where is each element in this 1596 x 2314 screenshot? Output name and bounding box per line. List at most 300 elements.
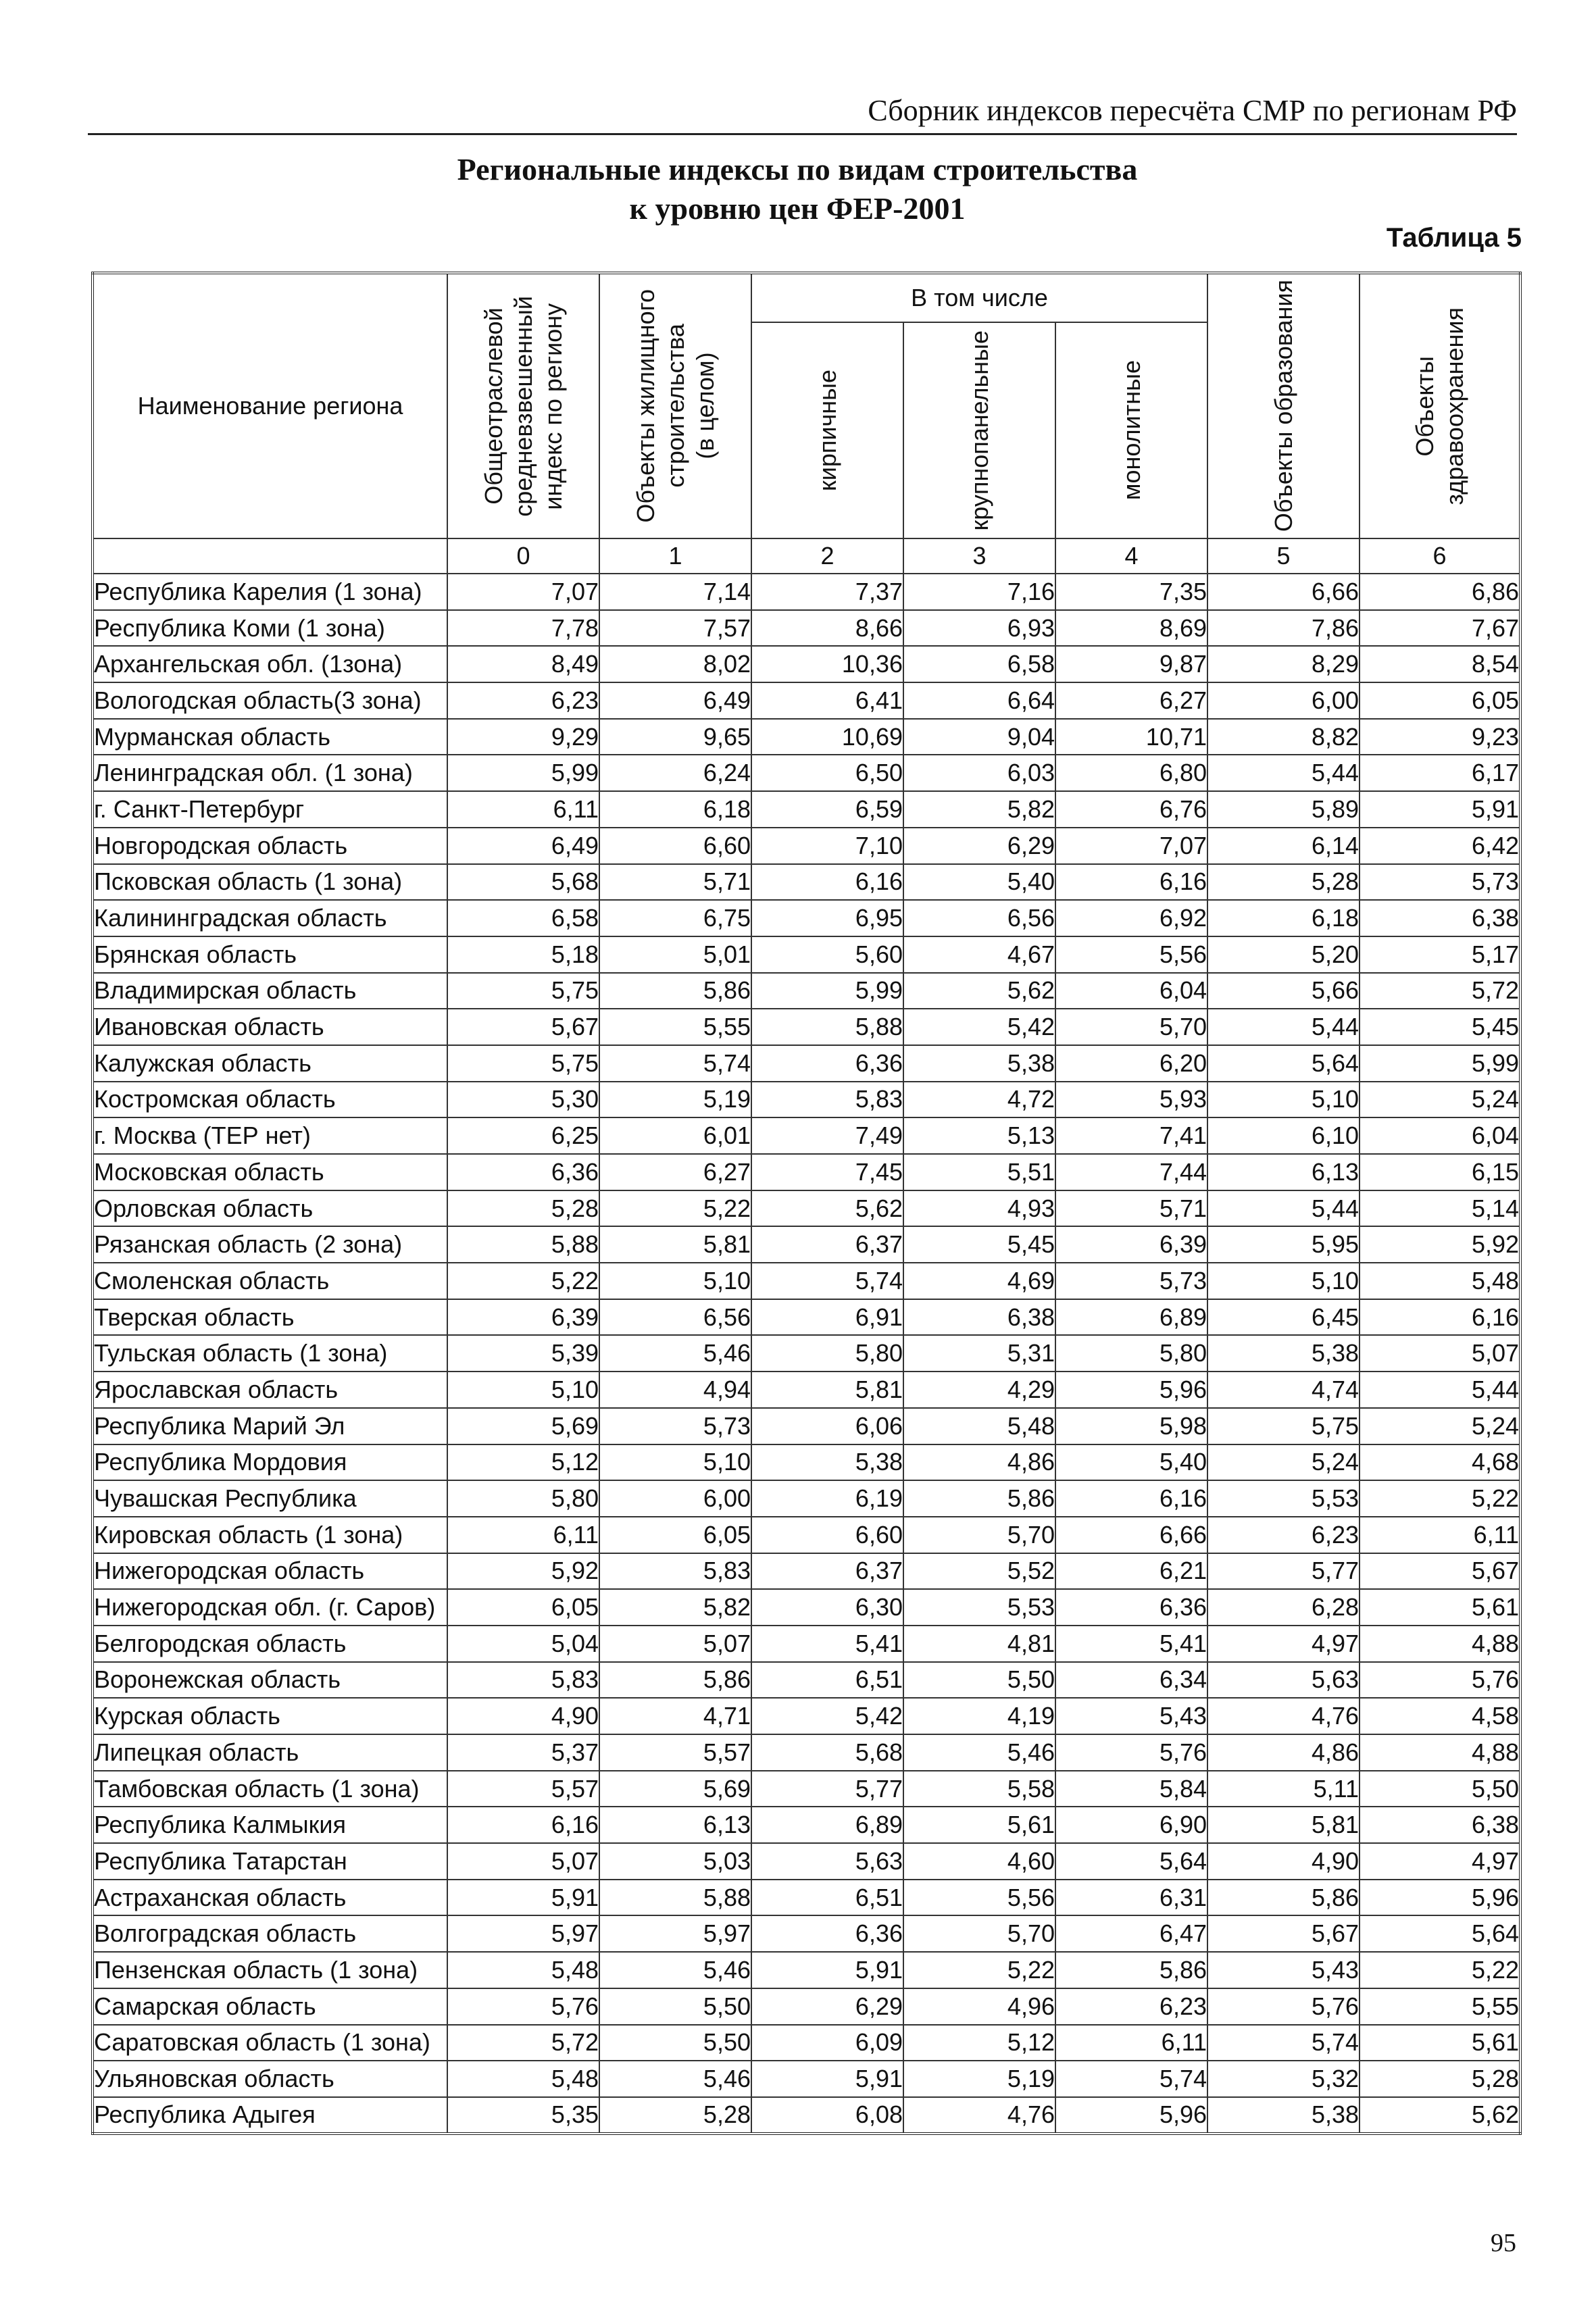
region-name-cell: Самарская область bbox=[93, 1988, 447, 2025]
index-value-cell: 4,97 bbox=[1207, 1626, 1360, 1662]
index-value-cell: 6,13 bbox=[599, 1807, 751, 1843]
index-value-cell: 5,46 bbox=[599, 1335, 751, 1372]
index-value-cell: 5,42 bbox=[751, 1698, 903, 1734]
table-row bbox=[93, 1807, 1520, 1843]
index-value-cell: 5,45 bbox=[903, 1226, 1055, 1263]
index-value-cell: 5,86 bbox=[1055, 1952, 1207, 1988]
region-name-cell: Республика Мордовия bbox=[93, 1444, 447, 1481]
region-name-cell: Ленинградская обл. (1 зона) bbox=[93, 755, 447, 791]
index-value-cell: 5,70 bbox=[903, 1517, 1055, 1553]
table-label: Таблица 5 bbox=[1386, 223, 1522, 253]
index-value-cell: 6,47 bbox=[1055, 1915, 1207, 1952]
index-value-cell: 5,10 bbox=[599, 1263, 751, 1299]
index-value-cell: 9,23 bbox=[1360, 719, 1520, 755]
index-value-cell: 8,82 bbox=[1207, 719, 1360, 755]
table-row bbox=[93, 1626, 1520, 1662]
index-value-cell: 4,29 bbox=[903, 1372, 1055, 1408]
table-row bbox=[93, 1734, 1520, 1771]
index-value-cell: 4,86 bbox=[903, 1444, 1055, 1481]
index-value-cell: 5,22 bbox=[447, 1263, 599, 1299]
index-value-cell: 5,38 bbox=[903, 1045, 1055, 1082]
table-row bbox=[93, 1190, 1520, 1227]
index-value-cell: 4,76 bbox=[1207, 1698, 1360, 1734]
index-value-cell: 9,65 bbox=[599, 719, 751, 755]
region-name-cell: Тульская область (1 зона) bbox=[93, 1335, 447, 1372]
index-value-cell: 5,73 bbox=[1360, 864, 1520, 901]
index-value-cell: 6,37 bbox=[751, 1226, 903, 1263]
index-value-cell: 6,10 bbox=[1207, 1117, 1360, 1154]
index-value-cell: 5,45 bbox=[1360, 1009, 1520, 1045]
index-value-cell: 5,68 bbox=[447, 864, 599, 901]
index-value-cell: 6,86 bbox=[1360, 574, 1520, 610]
index-value-cell: 6,75 bbox=[599, 900, 751, 936]
index-value-cell: 5,41 bbox=[751, 1626, 903, 1662]
index-value-cell: 5,83 bbox=[447, 1662, 599, 1699]
index-value-cell: 5,92 bbox=[447, 1553, 599, 1590]
index-value-cell: 8,02 bbox=[599, 646, 751, 682]
index-value-cell: 8,49 bbox=[447, 646, 599, 682]
table-row bbox=[93, 900, 1520, 936]
index-value-cell: 6,16 bbox=[1055, 864, 1207, 901]
index-value-cell: 6,23 bbox=[1055, 1988, 1207, 2025]
index-value-cell: 5,12 bbox=[903, 2025, 1055, 2061]
index-value-cell: 5,64 bbox=[1360, 1915, 1520, 1952]
education-header: Объекты образования bbox=[1207, 273, 1360, 538]
index-value-cell: 5,84 bbox=[1055, 1771, 1207, 1807]
index-value-cell: 4,19 bbox=[903, 1698, 1055, 1734]
region-name-cell: г. Санкт-Петербург bbox=[93, 791, 447, 828]
index-value-cell: 7,67 bbox=[1360, 610, 1520, 647]
index-value-cell: 5,43 bbox=[1055, 1698, 1207, 1734]
index-value-cell: 9,04 bbox=[903, 719, 1055, 755]
region-name-cell: Ярославская область bbox=[93, 1372, 447, 1408]
index-value-cell: 7,16 bbox=[903, 574, 1055, 610]
index-value-cell: 6,76 bbox=[1055, 791, 1207, 828]
index-value-cell: 5,93 bbox=[1055, 1082, 1207, 1118]
index-value-cell: 6,19 bbox=[751, 1480, 903, 1517]
table-row bbox=[93, 1045, 1520, 1082]
index-value-cell: 5,40 bbox=[1055, 1444, 1207, 1481]
index-value-cell: 6,30 bbox=[751, 1589, 903, 1626]
index-value-cell: 6,16 bbox=[751, 864, 903, 901]
index-value-cell: 5,76 bbox=[1360, 1662, 1520, 1699]
index-value-cell: 6,50 bbox=[751, 755, 903, 791]
index-value-cell: 5,19 bbox=[903, 2061, 1055, 2097]
index-value-cell: 9,29 bbox=[447, 719, 599, 755]
index-value-cell: 5,28 bbox=[447, 1190, 599, 1227]
index-value-cell: 5,80 bbox=[751, 1335, 903, 1372]
column-number: 6 bbox=[1360, 538, 1520, 574]
index-value-cell: 5,10 bbox=[1207, 1082, 1360, 1118]
index-value-cell: 6,38 bbox=[903, 1299, 1055, 1336]
index-value-cell: 5,52 bbox=[903, 1553, 1055, 1590]
index-value-cell: 7,57 bbox=[599, 610, 751, 647]
index-value-cell: 4,90 bbox=[1207, 1843, 1360, 1880]
index-value-cell: 5,46 bbox=[599, 2061, 751, 2097]
index-value-cell: 6,06 bbox=[751, 1408, 903, 1444]
index-value-cell: 6,11 bbox=[447, 791, 599, 828]
index-value-cell: 6,27 bbox=[1055, 682, 1207, 719]
region-name-cell: Ульяновская область bbox=[93, 2061, 447, 2097]
table-row bbox=[93, 719, 1520, 755]
index-value-cell: 5,86 bbox=[903, 1480, 1055, 1517]
index-value-cell: 6,05 bbox=[447, 1589, 599, 1626]
index-value-cell: 5,07 bbox=[447, 1843, 599, 1880]
index-value-cell: 5,82 bbox=[903, 791, 1055, 828]
index-value-cell: 6,03 bbox=[903, 755, 1055, 791]
index-value-cell: 6,36 bbox=[751, 1045, 903, 1082]
column-number-blank bbox=[93, 538, 447, 574]
index-value-cell: 6,36 bbox=[1055, 1589, 1207, 1626]
index-value-cell: 6,90 bbox=[1055, 1807, 1207, 1843]
index-value-cell: 5,77 bbox=[751, 1771, 903, 1807]
index-value-cell: 5,95 bbox=[1207, 1226, 1360, 1263]
index-value-cell: 4,97 bbox=[1360, 1843, 1520, 1880]
table-row bbox=[93, 864, 1520, 901]
index-value-cell: 5,62 bbox=[1360, 2097, 1520, 2134]
index-value-cell: 4,81 bbox=[903, 1626, 1055, 1662]
column-number: 2 bbox=[751, 538, 903, 574]
index-value-cell: 5,69 bbox=[599, 1771, 751, 1807]
table-row bbox=[93, 1372, 1520, 1408]
index-value-cell: 5,61 bbox=[1360, 1589, 1520, 1626]
region-name-cell: Кировская область (1 зона) bbox=[93, 1517, 447, 1553]
index-value-cell: 5,71 bbox=[1055, 1190, 1207, 1227]
index-value-cell: 8,54 bbox=[1360, 646, 1520, 682]
index-value-cell: 5,72 bbox=[1360, 973, 1520, 1009]
index-value-cell: 6,00 bbox=[599, 1480, 751, 1517]
index-value-cell: 5,22 bbox=[599, 1190, 751, 1227]
region-name-cell: Республика Марий Эл bbox=[93, 1408, 447, 1444]
index-value-cell: 5,73 bbox=[1055, 1263, 1207, 1299]
index-value-cell: 7,07 bbox=[1055, 828, 1207, 864]
region-name-cell: Смоленская область bbox=[93, 1263, 447, 1299]
index-value-cell: 5,81 bbox=[599, 1226, 751, 1263]
index-value-cell: 6,95 bbox=[751, 900, 903, 936]
index-value-cell: 8,66 bbox=[751, 610, 903, 647]
index-value-cell: 5,53 bbox=[903, 1589, 1055, 1626]
index-value-cell: 6,37 bbox=[751, 1553, 903, 1590]
table-row bbox=[93, 1263, 1520, 1299]
index-value-cell: 6,20 bbox=[1055, 1045, 1207, 1082]
index-value-cell: 5,83 bbox=[751, 1082, 903, 1118]
table-row bbox=[93, 1915, 1520, 1952]
region-name-cell: Владимирская область bbox=[93, 973, 447, 1009]
index-value-cell: 6,04 bbox=[1055, 973, 1207, 1009]
table-row bbox=[93, 936, 1520, 973]
index-value-cell: 6,25 bbox=[447, 1117, 599, 1154]
column-number-row bbox=[93, 538, 1520, 574]
index-value-cell: 6,13 bbox=[1207, 1154, 1360, 1190]
region-name-cell: Московская область bbox=[93, 1154, 447, 1190]
column-number: 0 bbox=[447, 538, 599, 574]
region-name-cell: Чувашская Республика bbox=[93, 1480, 447, 1517]
index-value-cell: 6,66 bbox=[1055, 1517, 1207, 1553]
index-value-cell: 6,11 bbox=[447, 1517, 599, 1553]
index-value-cell: 10,69 bbox=[751, 719, 903, 755]
region-name-cell: Новгородская область bbox=[93, 828, 447, 864]
index-value-cell: 5,74 bbox=[1207, 2025, 1360, 2061]
index-value-cell: 5,61 bbox=[903, 1807, 1055, 1843]
index-value-cell: 5,91 bbox=[751, 2061, 903, 2097]
index-value-cell: 5,75 bbox=[447, 1045, 599, 1082]
index-value-cell: 5,61 bbox=[1360, 2025, 1520, 2061]
index-value-cell: 5,76 bbox=[1055, 1734, 1207, 1771]
index-value-cell: 5,62 bbox=[903, 973, 1055, 1009]
index-value-cell: 5,53 bbox=[1207, 1480, 1360, 1517]
index-value-cell: 5,89 bbox=[1207, 791, 1360, 828]
index-value-cell: 6,92 bbox=[1055, 900, 1207, 936]
index-value-cell: 5,60 bbox=[751, 936, 903, 973]
table-row bbox=[93, 574, 1520, 610]
index-value-cell: 5,46 bbox=[903, 1734, 1055, 1771]
index-value-cell: 5,75 bbox=[447, 973, 599, 1009]
index-value-cell: 5,10 bbox=[599, 1444, 751, 1481]
index-value-cell: 5,37 bbox=[447, 1734, 599, 1771]
index-value-cell: 4,74 bbox=[1207, 1372, 1360, 1408]
index-value-cell: 6,51 bbox=[751, 1880, 903, 1916]
index-value-cell: 6,56 bbox=[903, 900, 1055, 936]
index-value-cell: 10,71 bbox=[1055, 719, 1207, 755]
table-row bbox=[93, 1154, 1520, 1190]
region-name-cell: Рязанская область (2 зона) bbox=[93, 1226, 447, 1263]
index-value-cell: 4,88 bbox=[1360, 1626, 1520, 1662]
region-name-cell: Саратовская область (1 зона) bbox=[93, 2025, 447, 2061]
table-row bbox=[93, 828, 1520, 864]
index-value-cell: 5,24 bbox=[1360, 1082, 1520, 1118]
index-value-cell: 6,05 bbox=[1360, 682, 1520, 719]
index-value-cell: 7,37 bbox=[751, 574, 903, 610]
index-value-cell: 6,29 bbox=[751, 1988, 903, 2025]
index-value-cell: 5,99 bbox=[447, 755, 599, 791]
index-value-cell: 6,31 bbox=[1055, 1880, 1207, 1916]
index-value-cell: 6,05 bbox=[599, 1517, 751, 1553]
index-value-cell: 5,73 bbox=[599, 1408, 751, 1444]
index-value-cell: 6,38 bbox=[1360, 1807, 1520, 1843]
region-name-cell: Калининградская область bbox=[93, 900, 447, 936]
index-value-cell: 6,08 bbox=[751, 2097, 903, 2134]
panel-header: крупнопанельные bbox=[903, 322, 1055, 538]
region-name-cell: Республика Коми (1 зона) bbox=[93, 610, 447, 647]
index-value-cell: 6,34 bbox=[1055, 1662, 1207, 1699]
index-value-cell: 5,88 bbox=[751, 1009, 903, 1045]
index-value-cell: 5,46 bbox=[599, 1952, 751, 1988]
index-value-cell: 4,96 bbox=[903, 1988, 1055, 2025]
index-value-cell: 5,10 bbox=[1207, 1263, 1360, 1299]
index-value-cell: 5,38 bbox=[1207, 2097, 1360, 2134]
index-value-cell: 5,48 bbox=[447, 2061, 599, 2097]
index-value-cell: 5,42 bbox=[903, 1009, 1055, 1045]
index-value-cell: 5,91 bbox=[447, 1880, 599, 1916]
index-value-cell: 4,90 bbox=[447, 1698, 599, 1734]
index-value-cell: 6,64 bbox=[903, 682, 1055, 719]
index-value-cell: 5,30 bbox=[447, 1082, 599, 1118]
region-name-cell: Волгоградская область bbox=[93, 1915, 447, 1952]
index-value-cell: 6,58 bbox=[903, 646, 1055, 682]
health-header: Объекты здравоохранения bbox=[1360, 273, 1520, 538]
table-row bbox=[93, 610, 1520, 647]
index-value-cell: 5,03 bbox=[599, 1843, 751, 1880]
index-value-cell: 5,44 bbox=[1207, 1190, 1360, 1227]
index-value-cell: 5,18 bbox=[447, 936, 599, 973]
region-name-cell: Калужская область bbox=[93, 1045, 447, 1082]
index-value-cell: 5,83 bbox=[599, 1553, 751, 1590]
index-value-cell: 5,91 bbox=[1360, 791, 1520, 828]
index-value-cell: 5,74 bbox=[1055, 2061, 1207, 2097]
index-value-cell: 5,17 bbox=[1360, 936, 1520, 973]
region-name-cell: Астраханская область bbox=[93, 1880, 447, 1916]
index-value-cell: 5,13 bbox=[903, 1117, 1055, 1154]
index-value-cell: 5,70 bbox=[1055, 1009, 1207, 1045]
index-value-cell: 6,16 bbox=[447, 1807, 599, 1843]
index-value-cell: 4,67 bbox=[903, 936, 1055, 973]
index-value-cell: 6,89 bbox=[1055, 1299, 1207, 1336]
index-value-cell: 7,07 bbox=[447, 574, 599, 610]
index-value-cell: 6,16 bbox=[1360, 1299, 1520, 1336]
index-value-cell: 5,38 bbox=[1207, 1335, 1360, 1372]
index-value-cell: 5,97 bbox=[599, 1915, 751, 1952]
index-value-cell: 5,64 bbox=[1055, 1843, 1207, 1880]
region-name-cell: Вологодская область(3 зона) bbox=[93, 682, 447, 719]
index-value-cell: 6,17 bbox=[1360, 755, 1520, 791]
region-name-cell: Нижегородская обл. (г. Саров) bbox=[93, 1589, 447, 1626]
index-value-cell: 5,80 bbox=[1055, 1335, 1207, 1372]
index-value-cell: 5,91 bbox=[751, 1952, 903, 1988]
index-value-cell: 4,72 bbox=[903, 1082, 1055, 1118]
index-value-cell: 6,41 bbox=[751, 682, 903, 719]
index-value-cell: 4,76 bbox=[903, 2097, 1055, 2134]
column-number: 1 bbox=[599, 538, 751, 574]
index-value-cell: 6,38 bbox=[1360, 900, 1520, 936]
region-name-cell: Орловская область bbox=[93, 1190, 447, 1227]
index-value-cell: 5,55 bbox=[599, 1009, 751, 1045]
index-value-cell: 6,01 bbox=[599, 1117, 751, 1154]
index-value-cell: 5,67 bbox=[1207, 1915, 1360, 1952]
index-value-cell: 5,72 bbox=[447, 2025, 599, 2061]
region-name-cell: Республика Татарстан bbox=[93, 1843, 447, 1880]
index-value-cell: 6,28 bbox=[1207, 1589, 1360, 1626]
table-row bbox=[93, 1952, 1520, 1988]
index-value-cell: 6,56 bbox=[599, 1299, 751, 1336]
index-value-cell: 6,49 bbox=[447, 828, 599, 864]
region-name-cell: Курская область bbox=[93, 1698, 447, 1734]
index-value-cell: 5,43 bbox=[1207, 1952, 1360, 1988]
index-value-cell: 5,41 bbox=[1055, 1626, 1207, 1662]
index-value-cell: 6,11 bbox=[1360, 1517, 1520, 1553]
index-value-cell: 4,94 bbox=[599, 1372, 751, 1408]
index-value-cell: 5,48 bbox=[1360, 1263, 1520, 1299]
table-row bbox=[93, 1480, 1520, 1517]
table-row bbox=[93, 1009, 1520, 1045]
index-value-cell: 6,15 bbox=[1360, 1154, 1520, 1190]
region-name-cell: Тверская область bbox=[93, 1299, 447, 1336]
table-row bbox=[93, 791, 1520, 828]
index-value-cell: 5,24 bbox=[1360, 1408, 1520, 1444]
index-value-cell: 5,99 bbox=[1360, 1045, 1520, 1082]
index-value-cell: 5,22 bbox=[1360, 1952, 1520, 1988]
index-value-cell: 5,76 bbox=[1207, 1988, 1360, 2025]
index-value-cell: 5,04 bbox=[447, 1626, 599, 1662]
index-value-cell: 5,51 bbox=[903, 1154, 1055, 1190]
region-name-cell: Нижегородская область bbox=[93, 1553, 447, 1590]
index-value-cell: 6,24 bbox=[599, 755, 751, 791]
index-value-cell: 6,39 bbox=[447, 1299, 599, 1336]
index-value-cell: 5,44 bbox=[1207, 1009, 1360, 1045]
index-value-cell: 4,68 bbox=[1360, 1444, 1520, 1481]
table-row bbox=[93, 1408, 1520, 1444]
index-value-cell: 7,45 bbox=[751, 1154, 903, 1190]
table-row bbox=[93, 1335, 1520, 1372]
index-value-cell: 6,49 bbox=[599, 682, 751, 719]
index-value-cell: 4,60 bbox=[903, 1843, 1055, 1880]
region-name-cell: Республика Калмыкия bbox=[93, 1807, 447, 1843]
region-name-cell: Пензенская область (1 зона) bbox=[93, 1952, 447, 1988]
index-value-cell: 7,44 bbox=[1055, 1154, 1207, 1190]
index-value-cell: 5,99 bbox=[751, 973, 903, 1009]
index-value-cell: 5,07 bbox=[1360, 1335, 1520, 1372]
title-line-1: Региональные индексы по видам строительства bbox=[457, 152, 1138, 186]
table-row bbox=[93, 2025, 1520, 2061]
index-value-cell: 6,23 bbox=[1207, 1517, 1360, 1553]
index-value-cell: 5,92 bbox=[1360, 1226, 1520, 1263]
column-number: 5 bbox=[1207, 538, 1360, 574]
index-value-cell: 5,28 bbox=[1360, 2061, 1520, 2097]
title-line-2: к уровню цен ФЕР-2001 bbox=[629, 191, 966, 226]
index-value-cell: 5,69 bbox=[447, 1408, 599, 1444]
index-value-cell: 5,57 bbox=[599, 1734, 751, 1771]
index-value-cell: 5,68 bbox=[751, 1734, 903, 1771]
index-value-cell: 5,81 bbox=[751, 1372, 903, 1408]
index-value-cell: 5,22 bbox=[1360, 1480, 1520, 1517]
region-name-cell: Республика Адыгея bbox=[93, 2097, 447, 2134]
index-value-cell: 5,50 bbox=[599, 2025, 751, 2061]
index-value-cell: 5,50 bbox=[903, 1662, 1055, 1699]
region-column-header: Наименование региона bbox=[93, 273, 447, 538]
index-value-cell: 7,10 bbox=[751, 828, 903, 864]
index-value-cell: 6,18 bbox=[599, 791, 751, 828]
index-value-cell: 5,20 bbox=[1207, 936, 1360, 973]
index-value-cell: 7,35 bbox=[1055, 574, 1207, 610]
index-value-cell: 5,07 bbox=[599, 1626, 751, 1662]
index-value-cell: 5,80 bbox=[447, 1480, 599, 1517]
index-value-cell: 5,19 bbox=[599, 1082, 751, 1118]
index-value-cell: 8,29 bbox=[1207, 646, 1360, 682]
index-value-cell: 6,36 bbox=[751, 1915, 903, 1952]
index-value-cell: 5,88 bbox=[599, 1880, 751, 1916]
index-value-cell: 5,39 bbox=[447, 1335, 599, 1372]
index-value-cell: 6,27 bbox=[599, 1154, 751, 1190]
region-name-cell: Псковская область (1 зона) bbox=[93, 864, 447, 901]
index-value-cell: 6,42 bbox=[1360, 828, 1520, 864]
monolith-header: монолитные bbox=[1055, 322, 1207, 538]
index-value-cell: 6,80 bbox=[1055, 755, 1207, 791]
index-value-cell: 5,64 bbox=[1207, 1045, 1360, 1082]
table-body bbox=[93, 574, 1520, 2134]
index-value-cell: 6,14 bbox=[1207, 828, 1360, 864]
index-value-cell: 6,29 bbox=[903, 828, 1055, 864]
table-row bbox=[93, 646, 1520, 682]
index-value-cell: 5,96 bbox=[1055, 1372, 1207, 1408]
index-value-cell: 5,63 bbox=[751, 1843, 903, 1880]
index-value-cell: 5,82 bbox=[599, 1589, 751, 1626]
region-name-cell: Брянская область bbox=[93, 936, 447, 973]
running-header: Сборник индексов пересчёта СМР по регионам РФ bbox=[88, 93, 1517, 135]
index-value-cell: 5,10 bbox=[447, 1372, 599, 1408]
brick-header: кирпичные bbox=[751, 322, 903, 538]
index-value-cell: 5,56 bbox=[1055, 936, 1207, 973]
index-value-cell: 5,50 bbox=[1360, 1771, 1520, 1807]
table-row bbox=[93, 973, 1520, 1009]
